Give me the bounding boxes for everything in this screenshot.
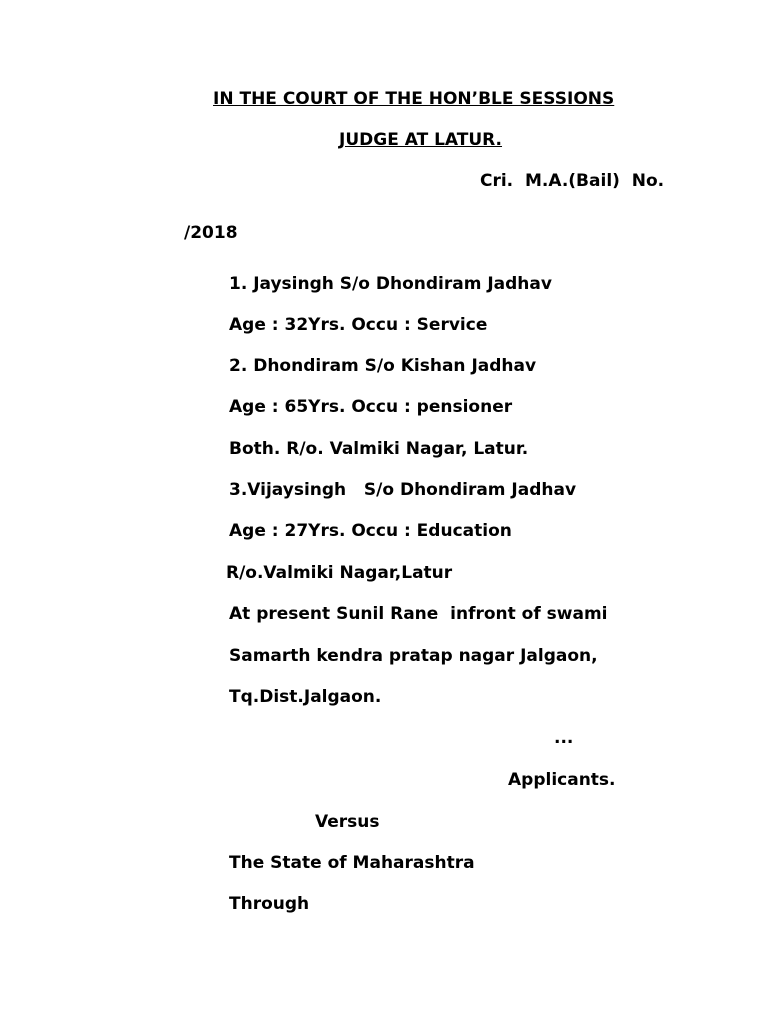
applicant-1-name: 1. Jaysingh S/o Dhondiram Jadhav [229, 274, 552, 294]
applicants-label: Applicants. [508, 770, 616, 790]
court-heading-line1: IN THE COURT OF THE HON’BLE SESSIONS [213, 89, 615, 109]
applicant-3-present-address-1: At present Sunil Rane infront of swami [229, 604, 608, 624]
applicant-3-details: Age : 27Yrs. Occu : Education [229, 521, 512, 541]
respondent-name: The State of Maharashtra [229, 853, 475, 873]
case-number-year: /2018 [184, 223, 238, 243]
applicant-2-name: 2. Dhondiram S/o Kishan Jadhav [229, 356, 537, 376]
applicants-1-2-residence: Both. R/o. Valmiki Nagar, Latur. [229, 439, 529, 459]
applicant-3-residence: R/o.Valmiki Nagar,Latur [226, 563, 453, 583]
applicant-3-present-address-2: Samarth kendra pratap nagar Jalgaon, [229, 646, 598, 666]
case-number-prefix: Cri. M.A.(Bail) No. [480, 171, 665, 191]
respondent-through: Through [229, 894, 310, 914]
court-heading-line2: JUDGE AT LATUR. [339, 130, 503, 150]
applicant-3-present-address-3: Tq.Dist.Jalgaon. [229, 687, 382, 707]
versus-label: Versus [315, 812, 380, 832]
applicant-2-details: Age : 65Yrs. Occu : pensioner [229, 397, 513, 417]
applicant-1-details: Age : 32Yrs. Occu : Service [229, 315, 488, 335]
applicants-ellipsis: ... [554, 728, 574, 748]
applicant-3-name: 3.Vijaysingh S/o Dhondiram Jadhav [229, 480, 577, 500]
